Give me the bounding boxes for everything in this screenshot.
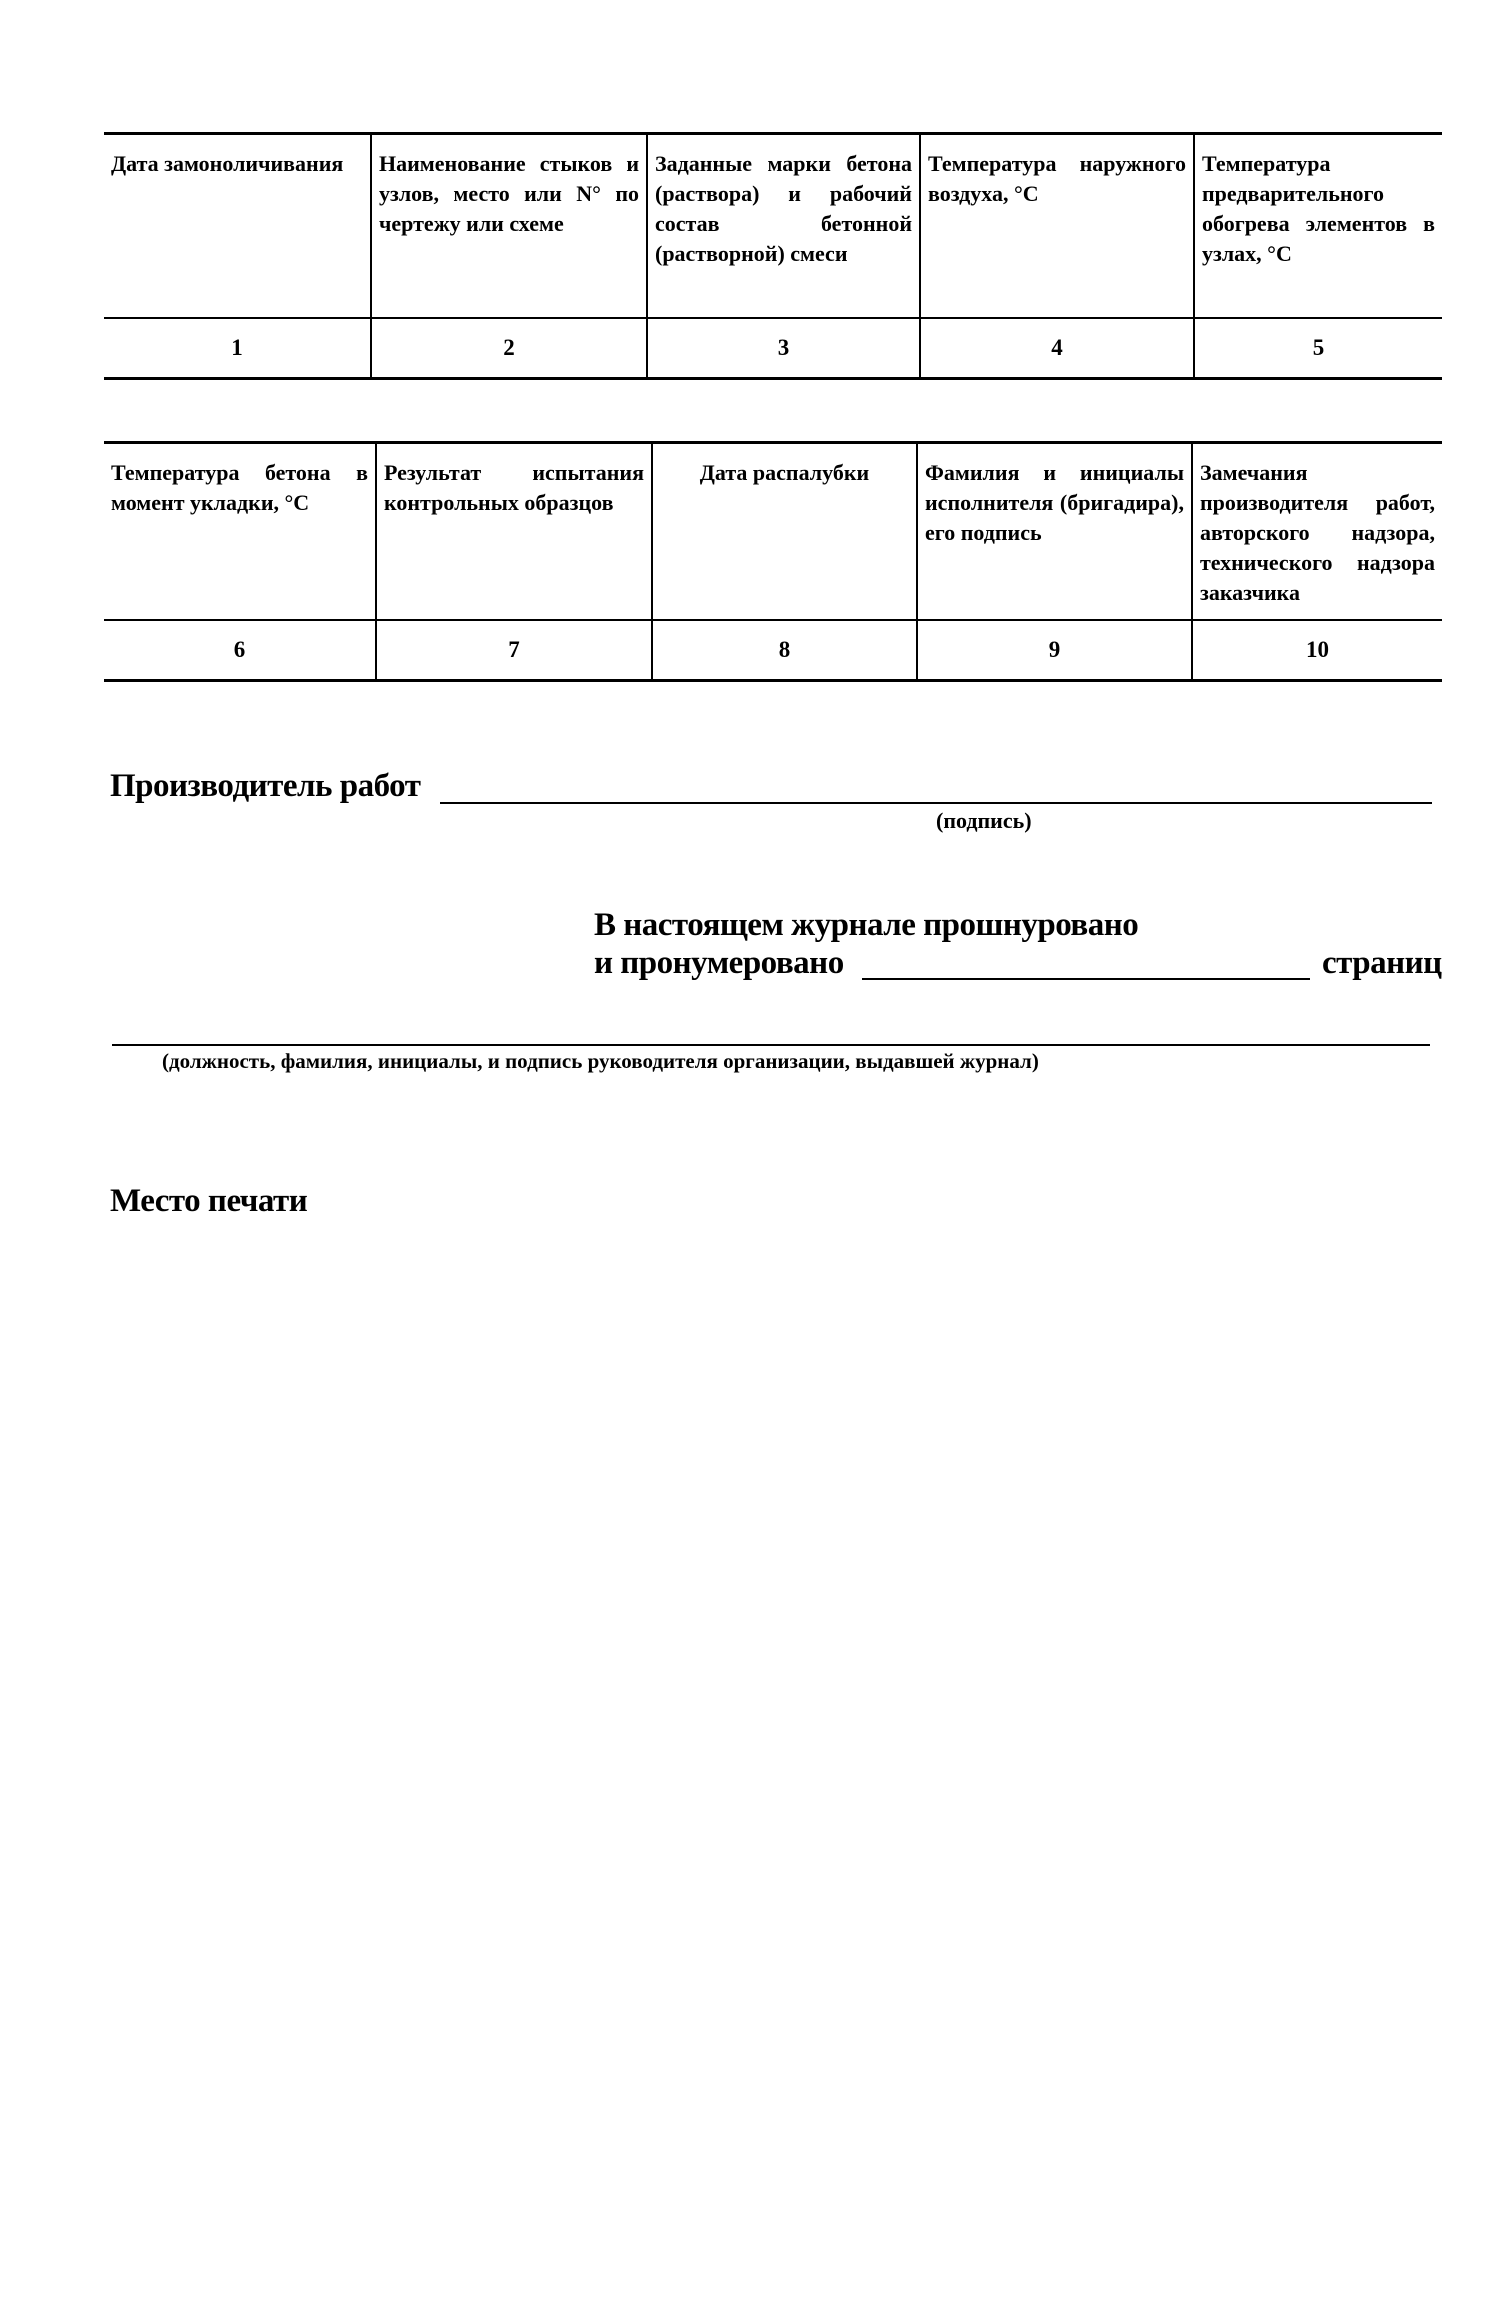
- header-text: Наименование стыков и узлов, место или N° по чертежу или схеме: [379, 151, 639, 236]
- column-header: [652, 443, 917, 621]
- producer-label: Производитель работ: [110, 768, 421, 804]
- header-text: Замечания производителя работ, авторского надзора, технического надзора заказчика: [1200, 460, 1435, 605]
- column-header: [647, 134, 920, 319]
- header-text: Температура предварительного обогрева элементов в узлах, °С: [1202, 151, 1435, 266]
- column-number-row: [104, 620, 1442, 681]
- producer-signature-line[interactable]: [440, 802, 1432, 804]
- column-number: 7: [376, 620, 652, 681]
- column-number: 10: [1192, 620, 1442, 681]
- column-header: [104, 134, 371, 319]
- official-signature-line[interactable]: [112, 1044, 1430, 1046]
- column-number-row: [104, 318, 1442, 379]
- column-header: [920, 134, 1194, 319]
- journal-statement-prefix: и пронумеровано: [594, 945, 844, 981]
- column-header: [104, 443, 376, 621]
- seal-place-label: Место печати: [110, 1183, 308, 1219]
- column-header: [1194, 134, 1442, 319]
- header-text: Температура наружного воздуха, °С: [928, 151, 1186, 206]
- journal-statement-line1: В настоящем журнале прошнуровано: [594, 907, 1139, 943]
- page-count-line[interactable]: [862, 978, 1310, 980]
- column-number: 5: [1194, 318, 1442, 379]
- header-text: Температура бетона в момент укладки, °С: [111, 460, 368, 515]
- producer-signature-caption: (подпись): [936, 808, 1032, 833]
- header-text: Заданные марки бетона (раствора) и рабочий состав бетонной (растворной) смеси: [655, 151, 912, 266]
- header-text: Фамилия и инициалы исполнителя (бригадира), его подпись: [925, 460, 1184, 545]
- table-header-row: [104, 443, 1442, 621]
- column-number: 4: [920, 318, 1194, 379]
- column-number: 9: [917, 620, 1192, 681]
- column-number: 3: [647, 318, 920, 379]
- header-text: Дата распалубки: [699, 460, 870, 485]
- column-header: [1192, 443, 1442, 621]
- official-signature-caption: (должность, фамилия, инициалы, и подпись руководителя организации, выдавшей журнал): [162, 1049, 1039, 1073]
- column-header: [371, 134, 647, 319]
- column-number: 1: [104, 318, 371, 379]
- column-header: [376, 443, 652, 621]
- column-number: 8: [652, 620, 917, 681]
- column-header: [917, 443, 1192, 621]
- journal-table-1: [104, 132, 1442, 380]
- header-text: Результат испытания контрольных образцов: [384, 460, 644, 515]
- journal-table-2: [104, 441, 1442, 682]
- column-number: 6: [104, 620, 376, 681]
- header-text: Дата замоноличивания: [111, 151, 344, 176]
- table-header-row: [104, 134, 1442, 319]
- column-number: 2: [371, 318, 647, 379]
- journal-statement-suffix: страниц: [1322, 945, 1442, 981]
